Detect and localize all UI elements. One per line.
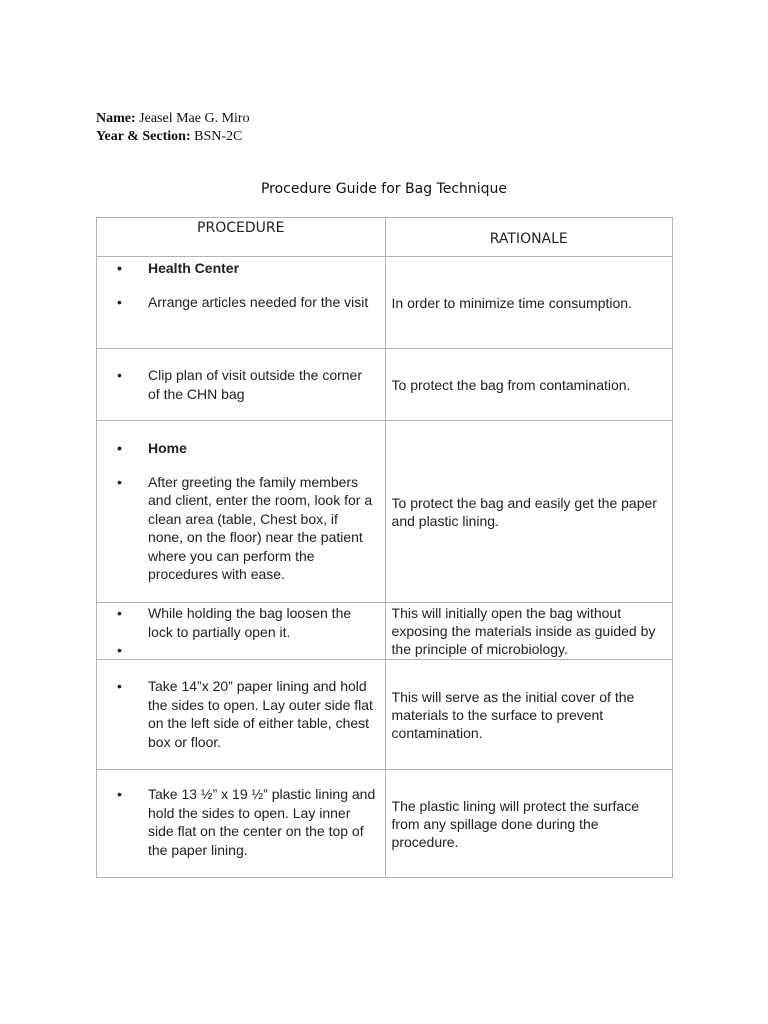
- bullet-icon: •: [117, 293, 122, 310]
- procedure-text: Clip plan of visit outside the corner of the CHN bag: [148, 367, 362, 402]
- table-row: [97, 603, 673, 660]
- table-row: [97, 349, 673, 421]
- procedure-text: Home: [148, 440, 187, 456]
- rationale-cell: In order to minimize time consumption.: [385, 257, 672, 349]
- section-value: BSN-2C: [194, 129, 243, 144]
- bullet-icon: •: [117, 473, 122, 490]
- table-row: [97, 770, 673, 878]
- table-row: [97, 660, 673, 770]
- list-item: [97, 677, 385, 751]
- bullet-icon: •: [117, 260, 122, 276]
- procedure-cell: [97, 770, 386, 878]
- name-line: [96, 110, 250, 128]
- table-row: [97, 257, 673, 349]
- rationale-cell: The plastic lining will protect the surface from any spillage done during the procedure.: [385, 770, 672, 878]
- bullet-icon: •: [117, 786, 122, 802]
- rationale-cell: To protect the bag and easily get the paper and plastic lining.: [385, 421, 672, 603]
- procedure-table: [96, 217, 673, 878]
- student-info: [96, 110, 250, 146]
- list-item: [97, 473, 385, 584]
- rationale-header: RATIONALE: [385, 218, 672, 257]
- procedure-text: Arrange articles needed for the visit: [148, 293, 369, 310]
- table-header-row: [97, 218, 673, 257]
- table-row: [97, 421, 673, 603]
- list-item: [97, 259, 385, 278]
- document-title: Procedure Guide for Bag Technique: [260, 181, 508, 197]
- list-item: [97, 641, 385, 659]
- procedure-cell: [97, 257, 386, 349]
- bullet-icon: •: [117, 605, 122, 621]
- procedure-cell: [97, 349, 386, 421]
- name-label: Name:: [96, 111, 136, 126]
- procedure-text: After greeting the family members and client, enter the room, look for a clean area (table, Chest box, if none, on the floor) near the patient where you can perform the procedures with ease.: [148, 473, 373, 582]
- section-label: Year & Section:: [96, 129, 191, 144]
- procedure-cell: [97, 603, 386, 660]
- bullet-icon: •: [117, 678, 122, 694]
- procedure-text: Health Center: [148, 260, 240, 276]
- bullet-icon: •: [117, 440, 122, 456]
- list-item: [97, 439, 385, 458]
- procedure-text: Take 14”x 20” paper lining and hold the sides to open. Lay outer side flat on the left side of either table, chest box or floor.: [148, 678, 373, 750]
- list-item: [97, 604, 385, 641]
- procedure-text: Take 13 ½” x 19 ½” plastic lining and hold the sides to open. Lay inner side flat on the center on the top of the paper lining.: [148, 786, 376, 858]
- procedure-cell: [97, 421, 386, 603]
- section-line: [96, 128, 250, 146]
- list-item: [97, 366, 385, 403]
- procedure-header: PROCEDURE: [97, 218, 386, 257]
- procedure-cell: [97, 660, 386, 770]
- rationale-cell: This will initially open the bag without exposing the materials inside as guided by the principle of microbiology.: [385, 603, 672, 660]
- rationale-cell: To protect the bag from contamination.: [385, 349, 672, 421]
- procedure-text: While holding the bag loosen the lock to partially open it.: [148, 605, 352, 640]
- bullet-icon: •: [117, 642, 122, 658]
- list-item: [97, 293, 385, 312]
- list-item: [97, 785, 385, 859]
- bullet-icon: •: [117, 367, 122, 383]
- name-value: Jeasel Mae G. Miro: [139, 111, 250, 126]
- rationale-cell: This will serve as the initial cover of the materials to the surface to prevent contamination.: [385, 660, 672, 770]
